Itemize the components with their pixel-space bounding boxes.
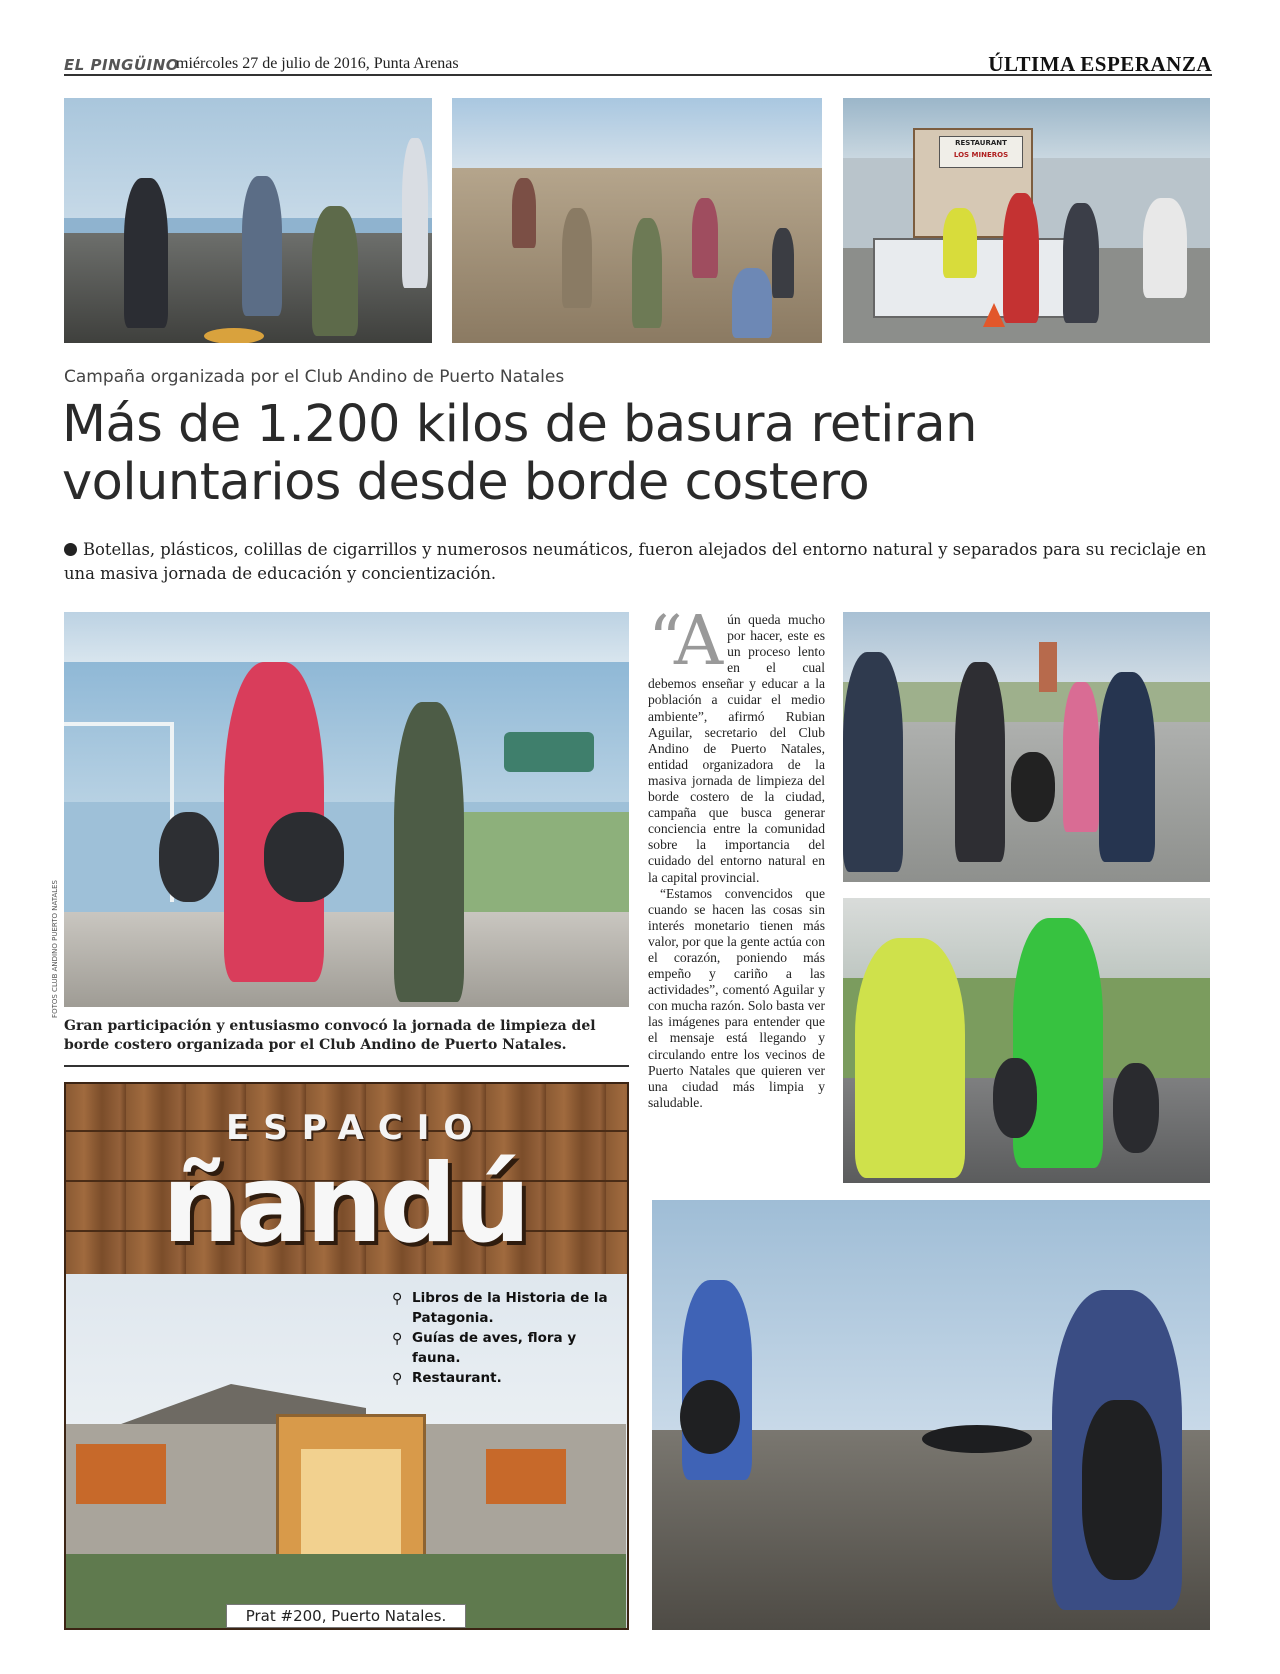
photo-beach-volunteers (64, 98, 432, 343)
rhea-bird-icon: ⚲ (392, 1371, 403, 1387)
headline-line-1: Más de 1.200 kilos de basura retiran (62, 395, 977, 454)
headline-line-2: voluntarios desde borde costero (62, 453, 870, 512)
photo-volunteers-with-bags (64, 612, 629, 1007)
lead-text: Botellas, plásticos, colillas de cigarrillos y numerosos neumáticos, fueron alejados del entorno natural y separados para su reciclaje en una masiva jornada de educación y concientización. (64, 540, 1207, 583)
article-headline (62, 396, 1212, 512)
rhea-bird-icon: ⚲ (392, 1291, 403, 1307)
body-paragraph-1: “Aún queda mucho por hacer, este es un proceso lento en el cual debemos enseñar y educar a la población a cuidar el medio ambiente”, afirmó Rubian Aguilar, secretario del Club Andino de Puerto Natales, entidad organizadora de la masiva jornada de limpieza del borde costero de la ciudad, campaña que busca generar conciencia entre la comunidad sobre la importancia del cuidado del entorno natural en la capital provincial. (648, 602, 825, 885)
page-header (64, 52, 1212, 76)
restaurant-sign: RESTAURANT LOS MINEROS (939, 136, 1023, 168)
photo-boardwalk-group (452, 98, 822, 343)
ad-feature-list (392, 1288, 627, 1388)
photo-men-carrying-bags (843, 612, 1210, 882)
section-title: ÚLTIMA ESPERANZA (988, 52, 1212, 76)
article-kicker: Campaña organizada por el Club Andino de Puerto Natales (64, 367, 565, 387)
ad-address: Prat #200, Puerto Natales. (226, 1604, 466, 1628)
ad-list-item: ⚲ Restaurant. (392, 1370, 502, 1387)
photo-tires-shoreline (652, 1200, 1210, 1630)
article-lead (64, 538, 1214, 586)
drop-cap: “A (648, 602, 724, 681)
ad-list-item: ⚲ Libros de la Historia de la Patagonia. (392, 1290, 608, 1326)
photo-green-jacket-vest (843, 898, 1210, 1183)
newspaper-logo: EL PINGÜINO (64, 56, 180, 74)
ad-brand-name: ñandú (162, 1142, 528, 1267)
ad-espacio-text: ESPACIO (226, 1108, 487, 1148)
advertisement-espacio-nandu (64, 1082, 629, 1630)
photo-credit: FOTOS CLUB ANDINO PUERTO NATALES (51, 880, 59, 1018)
photo-truck-restaurant (843, 98, 1210, 343)
body-paragraph-2: “Estamos convencidos que cuando se hacen las cosas sin interés monetario tienen más valor, por que la gente actúa con el corazón, poniendo más empeño y cariño a las actividades”, comentó Aguilar y con mucha razón. Solo basta ver las imágenes para entender que el mensaje está llegando y circulando entre los vecinos de Puerto Natales que quieren ver una ciudad más limpia y saludable. (648, 885, 825, 1110)
bullet-icon (64, 543, 77, 556)
rhea-bird-icon: ⚲ (392, 1331, 403, 1347)
ad-list-item: ⚲ Guías de aves, flora y fauna. (392, 1330, 577, 1366)
article-body (648, 602, 825, 1111)
date-line: miércoles 27 de julio de 2016, Punta Arenas (176, 55, 459, 72)
divider (64, 1065, 629, 1067)
photo-caption: Gran participación y entusiasmo convocó la jornada de limpieza del borde costero organizada por el Club Andino de Puerto Natales. (64, 1018, 596, 1053)
